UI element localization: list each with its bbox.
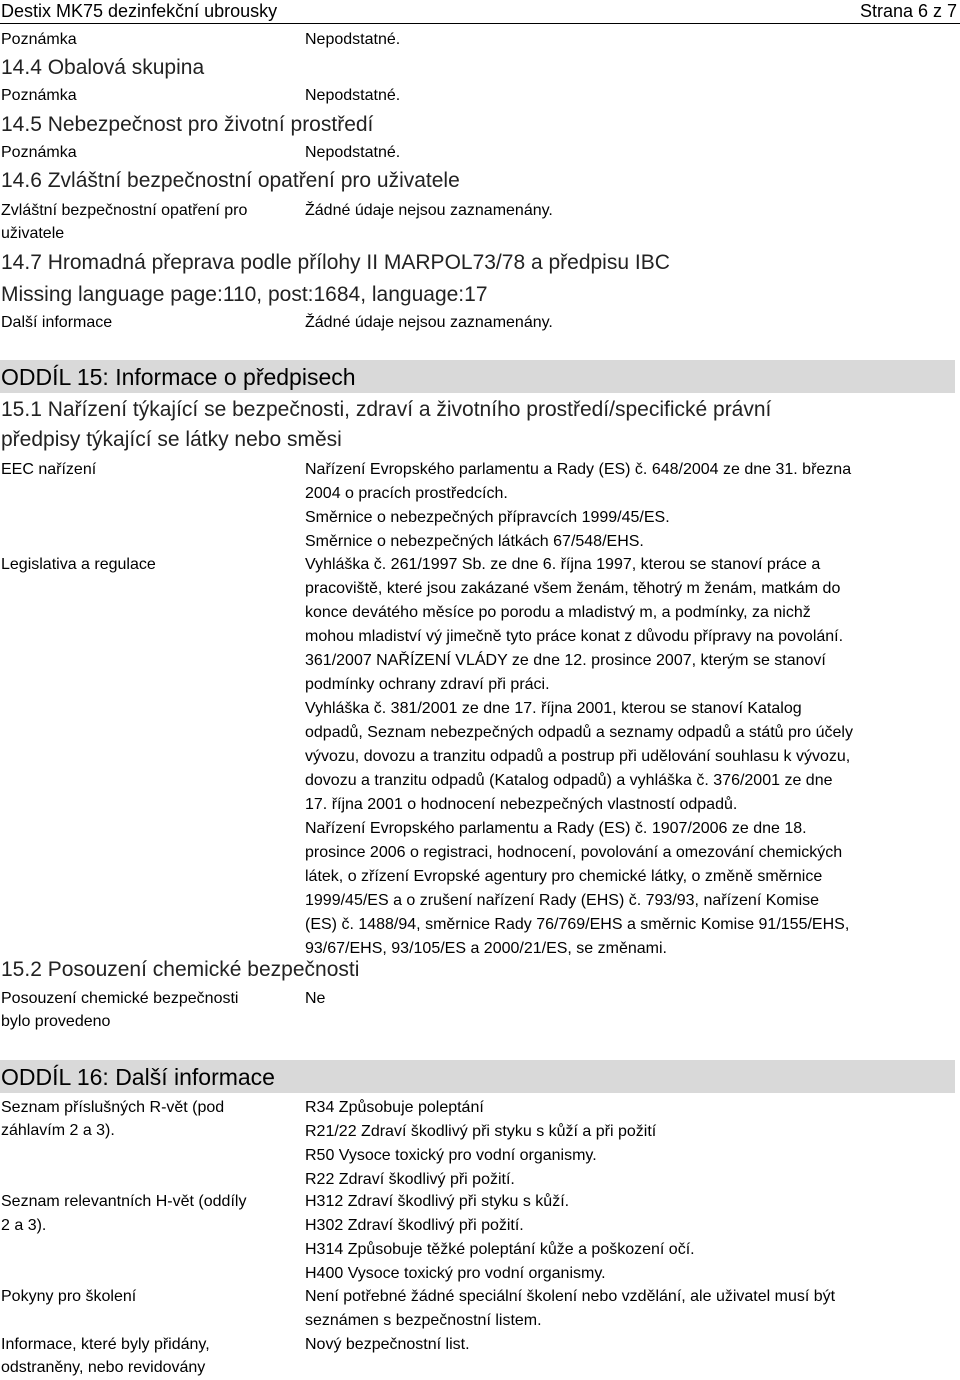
other-info-value: Žádné údaje nejsou zaznamenány. xyxy=(305,314,553,331)
r-phrases-list xyxy=(305,1096,656,1192)
special-precautions-value: Žádné údaje nejsou zaznamenány. xyxy=(305,202,553,219)
training-label: Pokyny pro školení xyxy=(1,1288,137,1305)
list-item: R50 Vysoce toxický pro vodní organismy. xyxy=(305,1147,597,1164)
csa-label: Posouzení chemické bezpečnosti xyxy=(1,990,239,1007)
special-precautions-label-cont: uživatele xyxy=(1,225,65,242)
list-item: H314 Způsobuje těžké poleptání kůže a poškození očí. xyxy=(305,1241,695,1258)
csa-label-cont: bylo provedeno xyxy=(1,1013,111,1030)
document-title: Destix MK75 dezinfekční ubrousky xyxy=(1,1,278,21)
note-value: Nepodstatné. xyxy=(305,144,401,161)
section-16-title: ODDÍL 16: Další informace xyxy=(0,1060,955,1093)
list-item: H312 Zdraví škodlivý při styku s kůží. xyxy=(305,1193,570,1210)
note-label: Poznámka xyxy=(1,31,77,48)
r-phrases-label: Seznam příslušných R-vět (pod xyxy=(1,1099,225,1116)
heading-15-1-cont: předpisy týkající se látky nebo směsi xyxy=(1,428,342,451)
page-number: Strana 6 z 7 xyxy=(859,1,957,21)
page-header xyxy=(0,0,960,24)
h-statements-label: Seznam relevantních H-vět (oddíly xyxy=(1,1193,247,1210)
list-item: H302 Zdraví škodlivý při požití. xyxy=(305,1217,524,1234)
section-15-title: ODDÍL 15: Informace o předpisech xyxy=(0,360,955,393)
h-statements-list xyxy=(305,1190,695,1286)
revision-info-label-cont: odstraněny, nebo revidovány xyxy=(1,1359,206,1376)
note-value: Nepodstatné. xyxy=(305,87,401,104)
list-item: H400 Vysoce toxický pro vodní organismy. xyxy=(305,1265,606,1282)
note-value: Nepodstatné. xyxy=(305,31,401,48)
r-phrases-label-cont: záhlavím 2 a 3). xyxy=(1,1122,115,1139)
other-info-label: Další informace xyxy=(1,314,113,331)
legislation-label: Legislativa a regulace xyxy=(1,556,156,573)
revision-info-label: Informace, které byly přidány, xyxy=(1,1336,210,1353)
note-label: Poznámka xyxy=(1,144,77,161)
list-item: R21/22 Zdraví škodlivý při styku s kůží a při požití xyxy=(305,1123,657,1140)
list-item: R22 Zdraví škodlivý při požití. xyxy=(305,1171,515,1188)
heading-14-5: 14.5 Nebezpečnost pro životní prostředí xyxy=(1,113,374,136)
heading-15-1: 15.1 Nařízení týkající se bezpečnosti, zdraví a životního prostředí/specifické právní xyxy=(1,398,772,421)
csa-value: Ne xyxy=(305,990,326,1007)
heading-15-2: 15.2 Posouzení chemické bezpečnosti xyxy=(1,958,360,981)
heading-14-6: 14.6 Zvláštní bezpečnostní opatření pro uživatele xyxy=(1,169,460,192)
legislation-text: Vyhláška č. 261/1997 Sb. ze dne 6. října 1997, kterou se stanoví práce a pracoviště, které jsou zakázané všem ženám, těhotrý m ženám, matkám do konce devátého měsíce po porodu a mladistvý m, a podmínky, za nichž mohou mladiství vý jimečně tyto práce konat z důvodu přípravy na povolání. 361/2007 NAŘÍZENÍ VLÁDY ze dne 12. prosince 2007, kterým se stanoví podmínky ochrany zdraví při práci. Vyhláška č. 381/2001 ze dne 17. října 2001, kterou se stanoví Katalog odpadů, Seznam nebezpečných odpadů a seznamy odpadů a států pro účely vývozu, dovozu a tranzitu odpadů a postrup při udělování souhlasu k vývozu, dovozu a tranzitu odpadů (Katalog odpadů) a vyhláška č. 376/2001 ze dne 17. října 2001 o hodnocení nebezpečných vlastností odpadů. Nařízení Evropského parlamentu a Rady (ES) č. 1907/2006 ze dne 18. prosince 2006 o registraci, hodnocení, povolování a omezování chemických látek, o zřízení Evropské agentury pro chemické látky, o změně směrnice 1999/45/ES a o zrušení nařízení Rady (EHS) č. 793/93, nařízení Komise (ES) č. 1488/94, směrnice Rady 76/769/EHS a směrnic Komise 91/155/EHS, 93/67/EHS, 93/105/ES a 2000/21/ES, se změnami. xyxy=(305,556,853,957)
training-value: Není potřebné žádné speciální školení nebo vzdělání, ale uživatel musí být seznámen s bezpečnostní listem. xyxy=(305,1288,836,1329)
heading-14-4: 14.4 Obalová skupina xyxy=(1,56,205,79)
revision-info-value: Nový bezpečnostní list. xyxy=(305,1336,470,1353)
note-label: Poznámka xyxy=(1,87,77,104)
missing-language-note: Missing language page:110, post:1684, language:17 xyxy=(1,283,488,306)
special-precautions-label: Zvláštní bezpečnostní opatření pro xyxy=(1,202,248,219)
eec-regulation-label: EEC nařízení xyxy=(1,461,97,478)
list-item: R34 Způsobuje poleptání xyxy=(305,1099,484,1116)
eec-regulation-text: Nařízení Evropského parlamentu a Rady (ES) č. 648/2004 ze dne 31. března 2004 o pracích prostředcích. Směrnice o nebezpečných přípravcích 1999/45/ES. Směrnice o nebezpečných látkách 67/548/EHS. xyxy=(305,461,852,550)
heading-14-7: 14.7 Hromadná přeprava podle přílohy II MARPOL73/78 a předpisu IBC xyxy=(1,251,670,274)
h-statements-label-cont: 2 a 3). xyxy=(1,1217,47,1234)
